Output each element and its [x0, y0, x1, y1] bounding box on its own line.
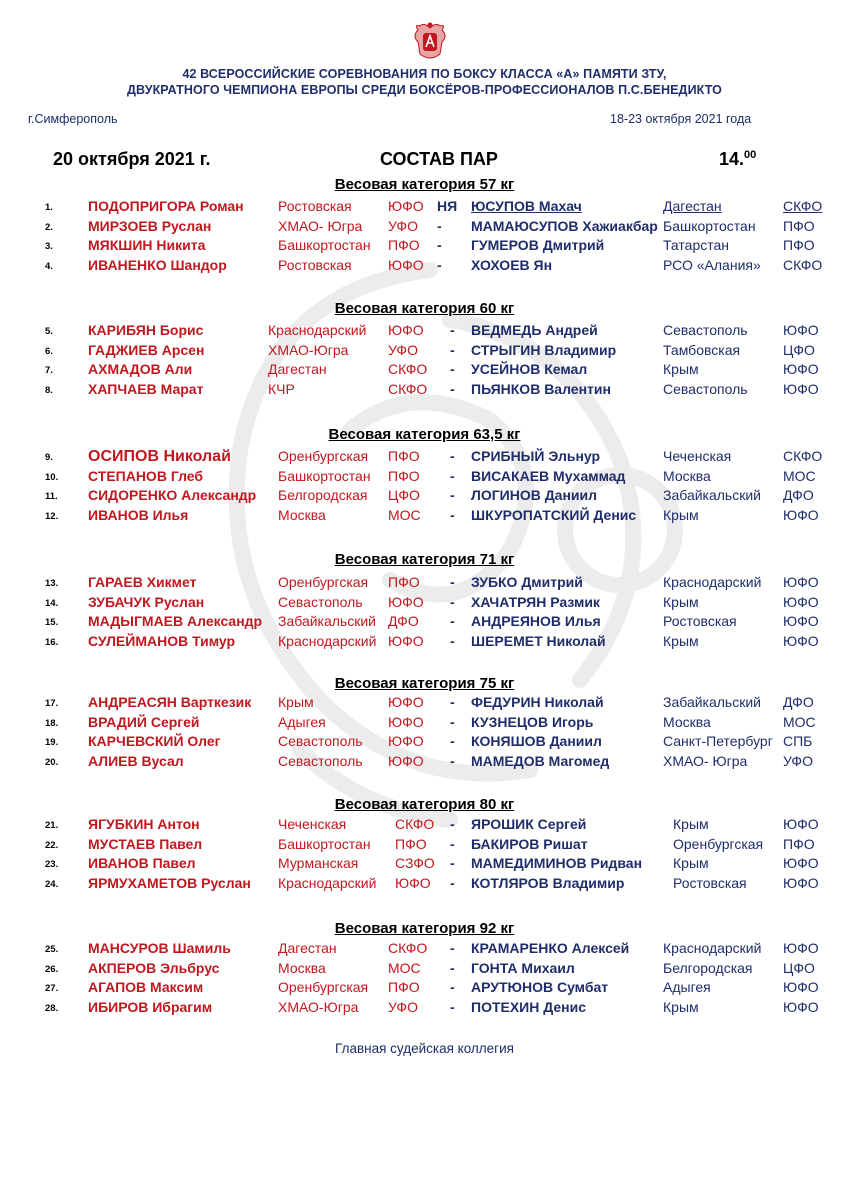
- blue-corner-district: ЮФО: [783, 322, 819, 338]
- red-corner-name: СТЕПАНОВ Глеб: [88, 468, 204, 484]
- event-dates: 18-23 октября 2021 года: [610, 112, 752, 126]
- blue-corner-region: Санкт-Петербург: [663, 733, 773, 749]
- blue-corner-region: Крым: [663, 361, 699, 377]
- weight-category-label: Весовая категория 71 кг: [334, 551, 515, 568]
- bout-number: 26.: [45, 964, 59, 975]
- red-corner-district: ПФО: [388, 448, 420, 464]
- blue-corner-district: ЮФО: [783, 633, 819, 649]
- bout-number: 4.: [45, 261, 53, 272]
- bout-number: 9.: [45, 452, 53, 463]
- bout-row: [0, 322, 849, 342]
- blue-corner-district: ЮФО: [783, 816, 819, 832]
- bout-number: 11.: [45, 491, 58, 502]
- bout-number: 14.: [45, 598, 59, 609]
- red-corner-district: УФО: [388, 218, 418, 234]
- bout-separator: -: [450, 999, 455, 1015]
- red-corner-name: ЯРМУХАМЕТОВ Руслан: [88, 875, 251, 891]
- red-corner-region: Крым: [278, 694, 314, 710]
- bout-separator: -: [450, 979, 455, 995]
- bout-number: 28.: [45, 1003, 59, 1014]
- red-corner-district: СКФО: [388, 940, 428, 956]
- bout-row: [0, 836, 849, 856]
- bout-number: 27.: [45, 983, 59, 994]
- blue-corner-region: Севастополь: [663, 322, 748, 338]
- blue-corner-region: Чеченская: [663, 448, 732, 464]
- red-corner-name: ИВАНОВ Илья: [88, 507, 189, 523]
- weight-category-label: Весовая категория 75 кг: [334, 675, 515, 692]
- blue-corner-name: ГУМЕРОВ Дмитрий: [471, 237, 605, 253]
- bout-row: [0, 940, 849, 960]
- bout-number: 15.: [45, 617, 59, 628]
- blue-corner-name: МАМЕДОВ Магомед: [471, 753, 610, 769]
- event-title-line-2: ДВУКРАТНОГО ЧЕМПИОНА ЕВРОПЫ СРЕДИ БОКСЁРОВ-ПРОФЕССИОНАЛОВ П.С.БЕНЕДИКТО: [127, 83, 722, 97]
- bout-row: [0, 999, 849, 1019]
- bout-separator: -: [450, 322, 455, 338]
- blue-corner-region: Забайкальский: [663, 487, 761, 503]
- bout-separator: -: [450, 855, 455, 871]
- blue-corner-district: ПФО: [783, 237, 815, 253]
- red-corner-name: МИРЗОЕВ Руслан: [88, 218, 212, 234]
- bout-row: [0, 574, 849, 594]
- red-corner-region: КЧР: [268, 381, 295, 397]
- blue-corner-name: ФЕДУРИН Николай: [471, 694, 604, 710]
- red-corner-name: МАНСУРОВ Шамиль: [88, 940, 231, 956]
- bout-number: 18.: [45, 718, 59, 729]
- red-corner-region: Ростовская: [278, 198, 352, 214]
- bout-number: 20.: [45, 757, 59, 768]
- blue-corner-name: АНДРЕЯНОВ Илья: [471, 613, 601, 629]
- red-corner-region: Оренбургская: [278, 448, 369, 464]
- red-corner-name: АХМАДОВ Али: [88, 361, 193, 377]
- bout-row: [0, 218, 849, 238]
- blue-corner-region: Крым: [673, 855, 709, 871]
- red-corner-name: МАДЫГМАЕВ Александр: [88, 613, 263, 629]
- bout-row: [0, 594, 849, 614]
- red-corner-district: ЮФО: [388, 257, 424, 273]
- red-corner-region: Краснодарский: [268, 322, 367, 338]
- bout-separator: -: [450, 633, 455, 649]
- bout-separator: -: [450, 468, 455, 484]
- bout-separator: -: [450, 816, 455, 832]
- red-corner-name: ВРАДИЙ Сергей: [88, 714, 200, 730]
- bout-row: [0, 694, 849, 714]
- event-title-line-1: 42 ВСЕРОССИЙСКИЕ СОРЕВНОВАНИЯ ПО БОКСУ КЛАССА «А» ПАМЯТИ ЗТУ,: [182, 67, 667, 81]
- blue-corner-region: Крым: [663, 633, 699, 649]
- bout-separator: -: [437, 237, 442, 253]
- red-corner-name: СИДОРЕНКО Александр: [88, 487, 257, 503]
- blue-corner-region: Крым: [663, 507, 699, 523]
- red-corner-name: ИБИРОВ Ибрагим: [88, 999, 213, 1015]
- blue-corner-district: ПФО: [783, 836, 815, 852]
- weight-category-title: [0, 300, 849, 317]
- blue-corner-district: МОС: [783, 468, 816, 484]
- weight-category-title: [0, 675, 849, 692]
- bout-separator: -: [450, 507, 455, 523]
- weight-category-label: Весовая категория 63,5 кг: [328, 426, 521, 443]
- bout-number: 17.: [45, 698, 59, 709]
- blue-corner-region: Оренбургская: [673, 836, 764, 852]
- blue-corner-district: ЮФО: [783, 507, 819, 523]
- bout-number: 24.: [45, 879, 59, 890]
- red-corner-region: ХМАО- Югра: [278, 218, 363, 234]
- weight-category-label: Весовая категория 80 кг: [334, 796, 515, 813]
- bout-number: 21.: [45, 820, 59, 831]
- bout-number: 1.: [45, 202, 53, 213]
- blue-corner-name: ЛОГИНОВ Даниил: [471, 487, 598, 503]
- bout-row: [0, 361, 849, 381]
- red-corner-region: ХМАО-Югра: [268, 342, 349, 358]
- weight-category-label: Весовая категория 92 кг: [334, 920, 515, 937]
- red-corner-region: Башкортостан: [278, 836, 371, 852]
- bout-row: [0, 257, 849, 277]
- bout-row: [0, 342, 849, 362]
- weight-category-title: [0, 551, 849, 568]
- blue-corner-name: ПОТЕХИН Денис: [471, 999, 587, 1015]
- red-corner-district: ЮФО: [388, 714, 424, 730]
- blue-corner-name: УСЕЙНОВ Кемал: [471, 361, 588, 377]
- red-corner-name: ОСИПОВ Николай: [88, 448, 231, 465]
- weight-category-label: Весовая категория 60 кг: [334, 300, 515, 317]
- bout-number: 6.: [45, 346, 53, 357]
- red-corner-region: ХМАО-Югра: [278, 999, 359, 1015]
- red-corner-region: Краснодарский: [278, 633, 377, 649]
- red-corner-district: СКФО: [388, 361, 428, 377]
- page-title: СОСТАВ ПАР: [380, 149, 498, 169]
- red-corner-district: СКФО: [388, 381, 428, 397]
- red-corner-name: КАРИБЯН Борис: [88, 322, 204, 338]
- blue-corner-region: Забайкальский: [663, 694, 761, 710]
- red-corner-name: ИВАНЕНКО Шандор: [88, 257, 227, 273]
- blue-corner-region: Белгородская: [663, 960, 753, 976]
- blue-corner-district: ЮФО: [783, 613, 819, 629]
- blue-corner-name: КОТЛЯРОВ Владимир: [471, 875, 625, 891]
- bout-number: 23.: [45, 859, 59, 870]
- blue-corner-name: ЮСУПОВ Махач: [471, 198, 582, 214]
- bout-separator: -: [450, 574, 455, 590]
- red-corner-district: ЮФО: [388, 694, 424, 710]
- blue-corner-name: МАМЕДИМИНОВ Ридван: [471, 855, 643, 871]
- red-corner-name: ПОДОПРИГОРА Роман: [88, 198, 244, 214]
- red-corner-region: Ростовская: [278, 257, 352, 273]
- red-corner-region: Башкортостан: [278, 468, 371, 484]
- blue-corner-district: ПФО: [783, 218, 815, 234]
- bout-number: 7.: [45, 365, 53, 376]
- blue-corner-name: ЯРОШИК Сергей: [471, 816, 587, 832]
- red-corner-district: ЦФО: [388, 487, 420, 503]
- start-time-main: 14.: [719, 149, 745, 169]
- bout-separator: -: [450, 694, 455, 710]
- bout-row: [0, 487, 849, 507]
- red-corner-name: ЗУБАЧУК Руслан: [88, 594, 205, 610]
- red-corner-region: Оренбургская: [278, 574, 369, 590]
- blue-corner-district: СКФО: [783, 448, 823, 464]
- bout-separator: -: [450, 594, 455, 610]
- bout-row: [0, 448, 849, 468]
- blue-corner-region: Крым: [673, 816, 709, 832]
- red-corner-name: АНДРЕАСЯН Варткезик: [88, 694, 252, 710]
- blue-corner-name: ХОХОЕВ Ян: [471, 257, 553, 273]
- bout-separator: -: [437, 257, 442, 273]
- red-corner-district: СКФО: [395, 816, 435, 832]
- bout-number: 3.: [45, 241, 53, 252]
- blue-corner-name: ГОНТА Михаил: [471, 960, 575, 976]
- bout-separator: -: [450, 381, 455, 397]
- city: г.Симферополь: [28, 112, 118, 126]
- red-corner-name: СУЛЕЙМАНОВ Тимур: [88, 633, 236, 649]
- red-corner-region: Мурманская: [278, 855, 359, 871]
- bout-date: 20 октября 2021 г.: [53, 149, 211, 169]
- red-corner-region: Белгородская: [278, 487, 368, 503]
- bout-row: [0, 237, 849, 257]
- bout-row: [0, 816, 849, 836]
- red-corner-region: Оренбургская: [278, 979, 369, 995]
- blue-corner-region: Краснодарский: [663, 940, 762, 956]
- red-corner-name: АКПЕРОВ Эльбрус: [88, 960, 220, 976]
- blue-corner-region: Краснодарский: [663, 574, 762, 590]
- blue-corner-name: ШЕРЕМЕТ Николай: [471, 633, 606, 649]
- red-corner-region: Севастополь: [278, 594, 363, 610]
- red-corner-name: ЯГУБКИН Антон: [88, 816, 200, 832]
- blue-corner-region: Москва: [663, 714, 711, 730]
- blue-corner-name: БАКИРОВ Ришат: [471, 836, 588, 852]
- red-corner-district: УФО: [388, 999, 418, 1015]
- bout-separator: -: [450, 342, 455, 358]
- red-corner-district: ДФО: [388, 613, 419, 629]
- bout-row: [0, 468, 849, 488]
- red-corner-region: Москва: [278, 507, 326, 523]
- red-corner-name: ХАПЧАЕВ Марат: [88, 381, 204, 397]
- blue-corner-district: ДФО: [783, 694, 814, 710]
- bout-row: [0, 733, 849, 753]
- blue-corner-name: ВИСАКАЕВ Мухаммад: [471, 468, 626, 484]
- bout-separator: -: [450, 361, 455, 377]
- bout-separator: -: [450, 714, 455, 730]
- red-corner-name: ГАРАЕВ Хикмет: [88, 574, 197, 590]
- bout-separator: -: [450, 836, 455, 852]
- start-time: [719, 149, 756, 170]
- blue-corner-region: Ростовская: [663, 613, 737, 629]
- bout-number: 8.: [45, 385, 53, 396]
- blue-corner-district: ЦФО: [783, 960, 815, 976]
- blue-corner-name: КРАМАРЕНКО Алексей: [471, 940, 630, 956]
- blue-corner-district: ЮФО: [783, 381, 819, 397]
- red-corner-region: Башкортостан: [278, 237, 371, 253]
- bout-number: 16.: [45, 637, 59, 648]
- blue-corner-name: ШКУРОПАТСКИЙ Денис: [471, 507, 637, 523]
- red-corner-region: Краснодарский: [278, 875, 377, 891]
- blue-corner-district: ЦФО: [783, 342, 815, 358]
- red-corner-district: ПФО: [388, 979, 420, 995]
- red-corner-district: ЮФО: [388, 322, 424, 338]
- blue-corner-name: СТРЫГИН Владимир: [471, 342, 617, 358]
- blue-corner-region: Татарстан: [663, 237, 730, 253]
- red-corner-district: ЮФО: [395, 875, 431, 891]
- red-corner-district: МОС: [388, 507, 421, 523]
- red-corner-name: КАРЧЕВСКИЙ Олег: [88, 733, 221, 749]
- blue-corner-district: ЮФО: [783, 979, 819, 995]
- weight-category-label: Весовая категория 57 кг: [334, 176, 515, 193]
- red-corner-name: МЯКШИН Никита: [88, 237, 206, 253]
- blue-corner-district: ДФО: [783, 487, 814, 503]
- red-corner-name: АЛИЕВ Вусал: [88, 753, 184, 769]
- blue-corner-name: ПЬЯНКОВ Валентин: [471, 381, 611, 397]
- bout-number: 10.: [45, 472, 59, 483]
- blue-corner-name: ЗУБКО Дмитрий: [471, 574, 583, 590]
- bout-separator: НЯ: [437, 198, 458, 214]
- bout-separator: -: [450, 448, 455, 464]
- blue-corner-region: Москва: [663, 468, 711, 484]
- red-corner-name: АГАПОВ Максим: [88, 979, 204, 995]
- blue-corner-region: Ростовская: [673, 875, 747, 891]
- bout-separator: -: [450, 733, 455, 749]
- red-corner-district: ПФО: [388, 574, 420, 590]
- red-corner-region: Москва: [278, 960, 326, 976]
- red-corner-district: ПФО: [388, 237, 420, 253]
- blue-corner-district: ЮФО: [783, 940, 819, 956]
- bout-number: 5.: [45, 326, 53, 337]
- blue-corner-district: ЮФО: [783, 875, 819, 891]
- blue-corner-district: ЮФО: [783, 594, 819, 610]
- bout-row: [0, 753, 849, 773]
- blue-corner-name: СРИБНЫЙ Эльнур: [471, 448, 601, 464]
- blue-corner-district: ЮФО: [783, 855, 819, 871]
- bout-number: 12.: [45, 511, 59, 522]
- bout-row: [0, 198, 849, 218]
- bout-number: 19.: [45, 737, 59, 748]
- bout-row: [0, 875, 849, 895]
- red-corner-district: УФО: [388, 342, 418, 358]
- blue-corner-district: СКФО: [783, 257, 823, 273]
- footer-signature: Главная судейская коллегия: [335, 1041, 514, 1056]
- bout-separator: -: [450, 875, 455, 891]
- red-corner-district: ЮФО: [388, 733, 424, 749]
- blue-corner-district: УФО: [783, 753, 813, 769]
- bout-separator: -: [450, 960, 455, 976]
- blue-corner-region: Тамбовская: [663, 342, 741, 358]
- blue-corner-name: ВЕДМЕДЬ Андрей: [471, 322, 598, 338]
- red-corner-district: ЮФО: [388, 594, 424, 610]
- bout-separator: -: [450, 753, 455, 769]
- blue-corner-region: Крым: [663, 594, 699, 610]
- blue-corner-district: МОС: [783, 714, 816, 730]
- red-corner-name: ИВАНОВ Павел: [88, 855, 196, 871]
- bout-row: [0, 960, 849, 980]
- blue-corner-name: КУЗНЕЦОВ Игорь: [471, 714, 594, 730]
- weight-category-title: [0, 176, 849, 193]
- red-corner-name: ГАДЖИЕВ Арсен: [88, 342, 205, 358]
- blue-corner-region: Крым: [663, 999, 699, 1015]
- federation-emblem-icon: [410, 20, 450, 64]
- blue-corner-district: СКФО: [783, 198, 823, 214]
- red-corner-district: ЮФО: [388, 633, 424, 649]
- blue-corner-region: Дагестан: [663, 198, 722, 214]
- red-corner-name: МУСТАЕВ Павел: [88, 836, 203, 852]
- red-corner-region: Забайкальский: [278, 613, 376, 629]
- bout-row: [0, 381, 849, 401]
- bout-row: [0, 633, 849, 653]
- bout-separator: -: [450, 613, 455, 629]
- blue-corner-region: Севастополь: [663, 381, 748, 397]
- bout-number: 13.: [45, 578, 59, 589]
- bout-number: 2.: [45, 222, 53, 233]
- red-corner-region: Дагестан: [268, 361, 327, 377]
- bout-separator: -: [450, 940, 455, 956]
- bout-number: 25.: [45, 944, 59, 955]
- red-corner-district: ЮФО: [388, 753, 424, 769]
- blue-corner-name: МАМАЮСУПОВ Хажиакбар: [471, 218, 658, 234]
- red-corner-region: Чеченская: [278, 816, 347, 832]
- bout-number: 22.: [45, 840, 59, 851]
- bout-row: [0, 855, 849, 875]
- weight-category-title: [0, 920, 849, 937]
- blue-corner-region: РСО «Алания»: [663, 257, 761, 273]
- blue-corner-district: ЮФО: [783, 361, 819, 377]
- blue-corner-region: Адыгея: [663, 979, 711, 995]
- red-corner-district: ЮФО: [388, 198, 424, 214]
- blue-corner-name: КОНЯШОВ Даниил: [471, 733, 602, 749]
- blue-corner-name: АРУТЮНОВ Сумбат: [471, 979, 609, 995]
- red-corner-region: Дагестан: [278, 940, 337, 956]
- red-corner-region: Севастополь: [278, 733, 363, 749]
- blue-corner-district: СПБ: [783, 733, 813, 749]
- red-corner-region: Адыгея: [278, 714, 326, 730]
- red-corner-district: ПФО: [388, 468, 420, 484]
- red-corner-district: СЗФО: [395, 855, 435, 871]
- bout-separator: -: [437, 218, 442, 234]
- blue-corner-region: ХМАО- Югра: [663, 753, 748, 769]
- bout-row: [0, 613, 849, 633]
- bout-row: [0, 979, 849, 999]
- red-corner-district: ПФО: [395, 836, 427, 852]
- red-corner-district: МОС: [388, 960, 421, 976]
- blue-corner-district: ЮФО: [783, 999, 819, 1015]
- blue-corner-district: ЮФО: [783, 574, 819, 590]
- bout-row: [0, 714, 849, 734]
- start-time-minutes: 00: [744, 149, 757, 161]
- blue-corner-region: Башкортостан: [663, 218, 756, 234]
- bout-row: [0, 507, 849, 527]
- bout-separator: -: [450, 487, 455, 503]
- weight-category-title: [0, 796, 849, 813]
- blue-corner-name: ХАЧАТРЯН Размик: [471, 594, 600, 610]
- red-corner-region: Севастополь: [278, 753, 363, 769]
- weight-category-title: [0, 426, 849, 443]
